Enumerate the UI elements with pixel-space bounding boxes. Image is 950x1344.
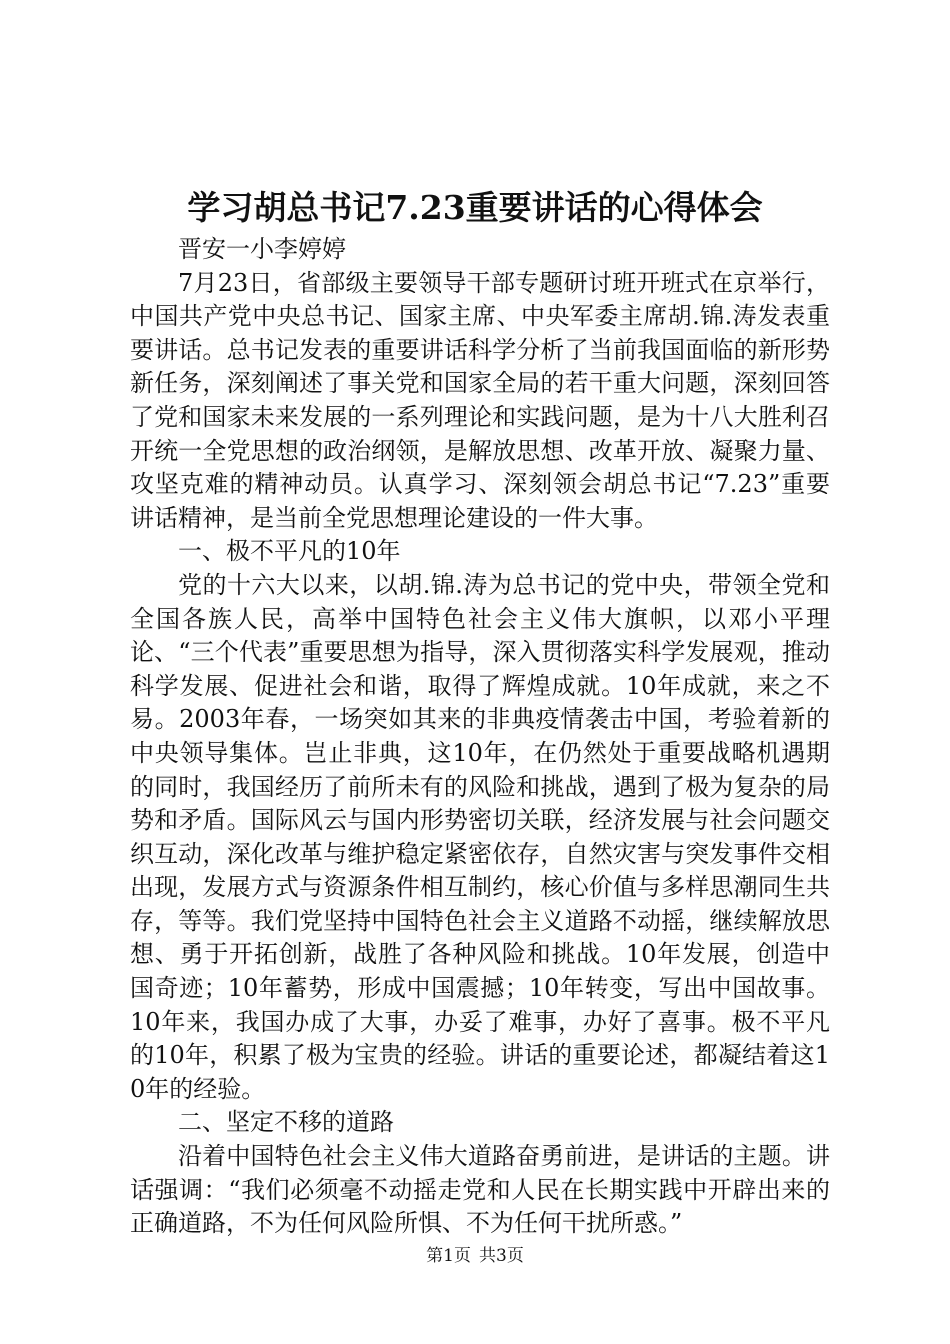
page-total: 共3页: [479, 1246, 524, 1266]
paragraph-section-2: 沿着中国特色社会主义伟大道路奋勇前进，是讲话的主题。讲话强调：“我们必须毫不动摇走党和人民在长期实践中开辟出来的正确道路，不为任何风险所惧、不为任何干扰所惑。”: [130, 1142, 830, 1238]
document-title: 学习胡总书记7.23重要讲话的心得体会: [187, 188, 763, 227]
section-heading-2: 二、坚定不移的道路: [178, 1108, 394, 1137]
page-footer: [0, 1244, 950, 1268]
section-heading-1: 一、极不平凡的10年: [178, 537, 401, 566]
document-body: [130, 233, 830, 1241]
paragraph-intro: 7月23日，省部级主要领导干部专题研讨班开班式在京举行，中国共产党中央总书记、国家主席、中央军委主席胡.锦.涛发表重要讲话。总书记发表的重要讲话科学分析了当前我国面临的新形势新任务，深刻阐述了事关党和国家全局的若干重大问题，深刻回答了党和国家未来发展的一系列理论和实践问题，是为十八大胜利召开统一全党思想的政治纲领，是解放思想、改革开放、凝聚力量、攻坚克难的精神动员。认真学习、深刻领会胡总书记“7.23”重要讲话精神，是当前全党思想理论建设的一件大事。: [130, 268, 830, 532]
paragraph-section-1: 党的十六大以来，以胡.锦.涛为总书记的党中央，带领全党和全国各族人民，高举中国特色社会主义伟大旗帜，以邓小平理论、“三个代表”重要思想为指导，深入贯彻落实科学发展观，推动科学发展、促进社会和谐，取得了辉煌成就。10年成就，来之不易。2003年春，一场突如其来的非典疫情袭击中国，考验着新的中央领导集体。岂止非典，这10年，在仍然处于重要战略机遇期的同时，我国经历了前所未有的风险和挑战，遇到了极为复杂的局势和矛盾。国际风云与国内形势密切关联，经济发展与社会问题交织互动，深化改革与维护稳定紧密依存，自然灾害与突发事件交相出现，发展方式与资源条件相互制约，核心价值与多样思潮同生共存，等等。我们党坚持中国特色社会主义道路不动摇，继续解放思想、勇于开拓创新，战胜了各种风险和挑战。10年发展，创造中国奇迹；10年蓄势，形成中国震撼；10年转变，写出中国故事。10年来，我国办成了大事，办妥了难事，办好了喜事。极不平凡的10年，积累了极为宝贵的经验。讲话的重要论述，都凝结着这10年的经验。: [130, 570, 830, 1103]
page-number: 第1页: [426, 1246, 471, 1266]
author-line: 晋安一小李婷婷: [178, 235, 346, 263]
